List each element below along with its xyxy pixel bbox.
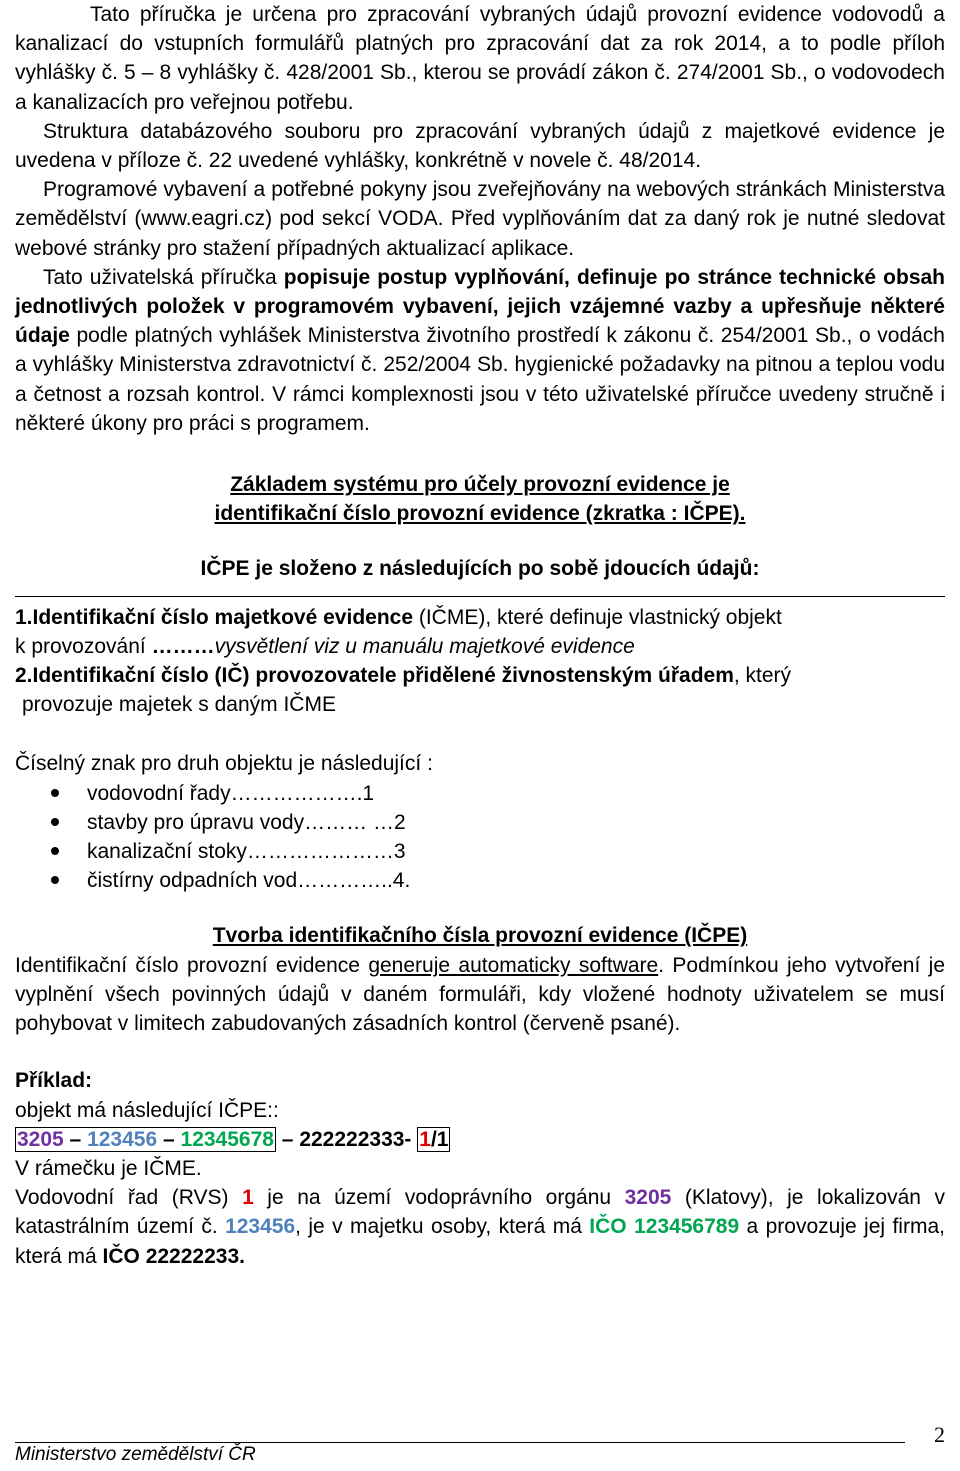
section-title: Tvorba identifikačního čísla provozní evidence (IČPE) bbox=[212, 924, 748, 948]
intro-paragraph-4: Tato uživatelská příručka popisuje postup vyplňování, definuje po stránce technické obsah jednotlivých položek v programovém vybavení, jejich vzájemné vazby a upřesňuje některé údaje podle platných vyhlášek Ministerstva životního prostředí k zákonu č. 254/2001 Sb., o vodách a vyhlášky Ministerstva zdravotnictví č. 252/2004 Sb. hygienické požadavky na pitnou a teplou vodu a četnost a rozsah kontrol. V rámci komplexnosti jsou v této uživatelské příručce uvedeny stručně i některé úkony pro práci s programem. bbox=[15, 265, 945, 435]
page-footer bbox=[15, 1422, 945, 1470]
bullet-icon bbox=[51, 789, 59, 797]
subheading: IČPE je složeno z následujících po sobě jdoucích údajů: bbox=[200, 557, 760, 581]
example-code: 3205 – 123456 – 12345678 – 222222333- 1/1 bbox=[17, 1127, 449, 1151]
bullet-icon bbox=[51, 818, 59, 826]
item-1-line-2: k provozování ………vysvětlení viz u manuálu majetkové evidence bbox=[15, 634, 635, 658]
type-code-box: 1/1 bbox=[419, 1127, 449, 1151]
codes-intro: Číselný znak pro druh objektu je následující : bbox=[15, 752, 433, 776]
footer-organization: Ministerstvo zemědělství ČR bbox=[15, 1444, 256, 1465]
intro-paragraph-3: Programové vybavení a potřebné pokyny jsou zveřejňovány na webových stránkách Ministerstva zemědělství (www.eagri.cz) pod sekcí VODA. Před vyplňováním dat za daný rok je nutné sledovat webové stránky pro stažení případných aktualizací aplikace. bbox=[15, 178, 945, 260]
bullet-icon bbox=[51, 847, 59, 855]
list-item: kanalizační stoky…………………3 bbox=[15, 837, 945, 866]
list-item: stavby pro úpravu vody……… …2 bbox=[15, 808, 945, 837]
item-1: 1.Identifikační číslo majetkové evidence (IČME), které definuje vlastnický objekt bbox=[15, 605, 782, 629]
example-description: Vodovodní řad (RVS) 1 je na území vodoprávního orgánu 3205 (Klatovy), je lokalizován v katastrálním území č. 123456, je v majetku osoby, která má IČO 123456789 a provozuje jej firma, která má IČO 22222233. bbox=[15, 1186, 945, 1268]
list-item: čistírny odpadních vod…………..4. bbox=[15, 866, 945, 895]
document-page bbox=[15, 0, 945, 1271]
page-number: 2 bbox=[934, 1422, 945, 1447]
item-2: 2.Identifikační číslo (IČ) provozovatele přidělené živnostenským úřadem, který bbox=[15, 664, 792, 688]
footer-rule bbox=[15, 1442, 905, 1443]
example-line-1: objekt má následující IČPE:: bbox=[15, 1098, 279, 1122]
intro-paragraph-1: Tato příručka je určena pro zpracování vybraných údajů provozní evidence vodovodů a kanalizací do vstupních formulářů platných pro zpracování dat za rok 2014, a to podle příloh vyhlášky č. 5 – 8 vyhlášky č. 428/2001 Sb., kterou se provádí zákon č. 274/2001 Sb., o vodovodech a kanalizacích pro veřejnou potřebu. bbox=[15, 3, 945, 114]
list-item: vodovodní řady……………….1 bbox=[15, 779, 945, 808]
example-label: Příklad: bbox=[15, 1069, 93, 1093]
section-paragraph: Identifikační číslo provozní evidence generuje automaticky software. Podmínkou jeho vytvoření je vyplnění všech povinných údajů v daném formuláři, kdy vložené hodnoty uživatelem se musí pohybovat v limitech zabudovaných zásadních kontrol (červeně psané). bbox=[15, 953, 946, 1036]
item-2-line-2: provozuje majetek s daným IČME bbox=[22, 693, 336, 717]
bullet-icon bbox=[51, 876, 59, 884]
intro-paragraph-2: Struktura databázového souboru pro zpracování vybraných údajů z majetkové evidence je uvedena v příloze č. 22 uvedené vyhlášky, konkrétně v novele č. 48/2014. bbox=[15, 119, 945, 173]
icme-box: 3205 – 123456 – 12345678 bbox=[17, 1127, 274, 1151]
object-code-list bbox=[15, 779, 945, 896]
example-line-3: V rámečku je IČME. bbox=[15, 1156, 202, 1180]
main-heading: Základem systému pro účely provozní evidence je identifikační číslo provozní evidence (zkratka : IČPE). bbox=[214, 473, 746, 526]
